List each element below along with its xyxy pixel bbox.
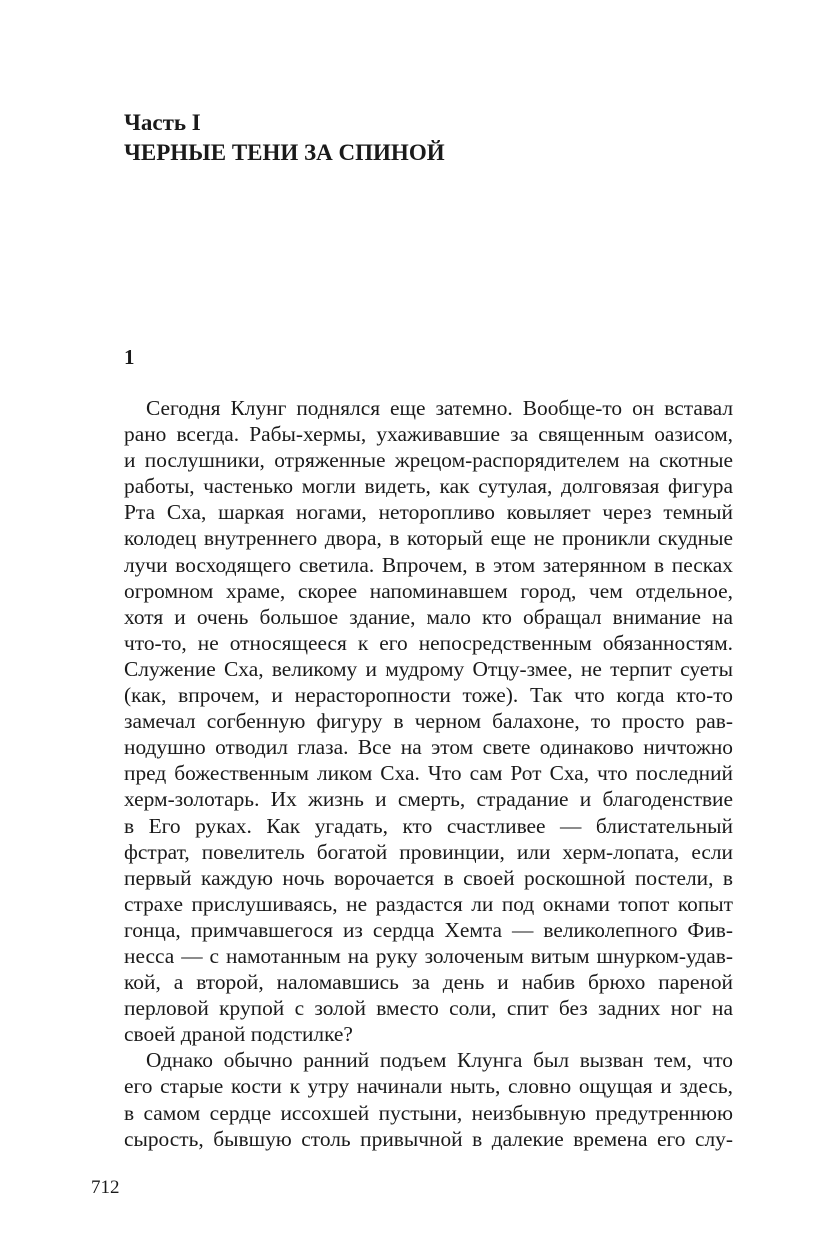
paragraph-2: [124, 1047, 733, 1151]
part-title: ЧЕРНЫЕ ТЕНИ ЗА СПИНОЙ: [124, 140, 445, 165]
text-line: фстрат, повелитель богатой провинции, или херм-лопата, если: [124, 839, 733, 864]
text-line: гонца, примчавшегося из сердца Хемта — великолепного Фив-: [124, 917, 733, 942]
body-text: [124, 395, 733, 1152]
text-line: страхе прислушиваясь, не раздастся ли под окнами топот копыт: [124, 891, 733, 916]
text-line: херм-золотарь. Их жизнь и смерть, страдание и благоденствие: [124, 787, 733, 812]
text-line: хотя и очень большое здание, мало кто обращал внимание на: [124, 604, 733, 629]
page-number: 712: [91, 1177, 120, 1198]
part-heading: [124, 108, 744, 168]
text-line: первый каждую ночь ворочается в своей роскошной постели, в: [124, 865, 733, 890]
text-line: и послушники, отряженные жрецом-распорядителем на скотные: [124, 448, 733, 473]
text-line: колодец внутреннего двора, в который еще не проникли скудные: [124, 526, 733, 551]
part-label: Часть I: [124, 110, 201, 135]
text-line: Служение Сха, великому и мудрому Отцу-змее, не терпит суеты: [124, 656, 733, 681]
text-line: кой, а второй, наломавшись за день и набив брюхо пареной: [124, 970, 733, 995]
text-line: работы, частенько могли видеть, как сутулая, долговязая фигура: [124, 474, 733, 499]
text-line: замечал согбенную фигуру в черном балахоне, то просто рав-: [124, 709, 733, 734]
text-line: пред божественным ликом Сха. Что сам Рот Сха, что последний: [124, 761, 733, 786]
text-line: рано всегда. Рабы-хермы, ухаживавшие за священным оазисом,: [124, 422, 733, 447]
text-line: Рта Сха, шаркая ногами, неторопливо ковыляет через темный: [124, 500, 733, 525]
text-line: нодушно отводил глаза. Все на этом свете одинаково ничтожно: [124, 735, 733, 760]
text-line: сырость, бывшую столь привычной в далекие времена его слу-: [124, 1126, 733, 1151]
text-line: (как, впрочем, и нерасторопности тоже). Так что когда кто-то: [124, 683, 733, 708]
text-line: его старые кости к утру начинали ныть, словно ощущая и здесь,: [124, 1074, 733, 1099]
paragraph-1: [124, 395, 733, 1047]
chapter-number: 1: [124, 345, 135, 369]
text-line: несса — с намотанным на руку золоченым витым шнурком-удав-: [124, 943, 733, 968]
text-line: Однако обычно ранний подъем Клунга был вызван тем, что: [146, 1048, 733, 1073]
text-line: Сегодня Клунг поднялся еще затемно. Вообще-то он вставал: [146, 396, 733, 420]
text-line: огромном храме, скорее напоминавшем город, чем отдельное,: [124, 578, 733, 603]
text-line: что-то, не относящееся к его непосредственным обязанностям.: [124, 630, 733, 655]
text-line: в Его руках. Как угадать, кто счастливее — блистательный: [124, 813, 733, 838]
text-line: лучи восходящего светила. Впрочем, в этом затерянном в песках: [124, 552, 733, 577]
text-line: в самом сердце иссохшей пустыни, неизбывную предутреннюю: [124, 1100, 733, 1125]
text-line: перловой крупой с золой вместо соли, спит без задних ног на: [124, 996, 733, 1021]
text-line: своей драной подстилке?: [124, 1022, 353, 1047]
